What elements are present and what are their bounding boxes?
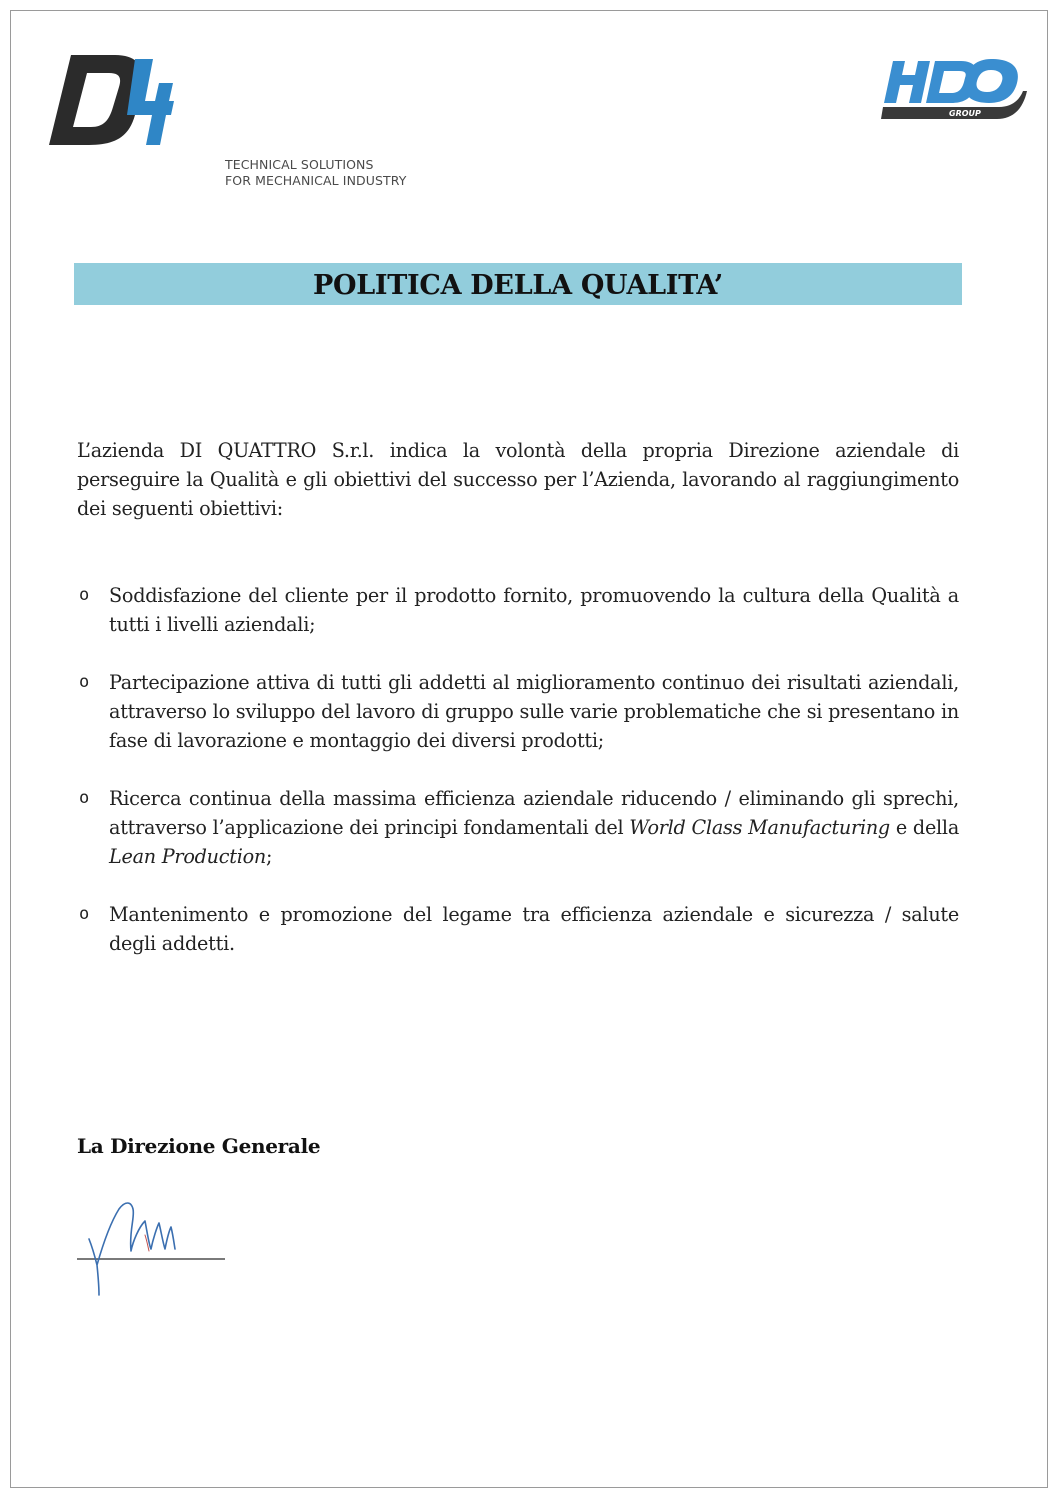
hdq-group-text: GROUP	[949, 109, 981, 118]
objective-text-part: e della	[889, 816, 960, 839]
objective-text-part: ;	[266, 845, 273, 868]
d4-logo	[49, 53, 407, 188]
signature-label: La Direzione Generale	[77, 1134, 321, 1158]
objective-text: Partecipazione attiva di tutti gli addetti al miglioramento continuo dei risultati aziendali, attraverso lo sviluppo del lavoro di gruppo sulle varie problematiche che si presentano in fase di lavorazione e montaggio dei diversi prodotti;	[109, 671, 959, 752]
objective-text-part: Ricerca continua della massima efficienza aziendale riducendo / eliminando gli sprechi, attraverso l’applicazione dei principi fondamentali del	[109, 787, 959, 839]
document-page	[10, 10, 1048, 1488]
objectives-list	[77, 581, 959, 958]
tagline-line-1: TECHNICAL SOLUTIONS	[225, 157, 374, 172]
tagline-line-2: FOR MECHANICAL INDUSTRY	[225, 173, 407, 188]
hdq-logo	[879, 55, 1029, 123]
d4-logo-mark-icon	[49, 53, 174, 148]
bullet-icon: o	[79, 672, 89, 692]
list-item	[77, 668, 959, 755]
objective-emphasis: World Class Manufacturing	[629, 816, 890, 839]
intro-paragraph: L’azienda DI QUATTRO S.r.l. indica la volontà della propria Direzione aziendale di perseguire la Qualità e gli obiettivi del successo per l’Azienda, lavorando al raggiungimento dei seguenti obiettivi:	[77, 439, 959, 520]
bullet-icon: o	[79, 788, 89, 808]
bullet-icon: o	[79, 585, 89, 605]
objective-emphasis: Lean Production	[109, 845, 267, 868]
handwritten-signature	[75, 1191, 235, 1301]
bullet-icon: o	[79, 904, 89, 924]
list-item	[77, 900, 959, 958]
list-item	[77, 784, 959, 871]
objective-text: Mantenimento e promozione del legame tra efficienza aziendale e sicurezza / salute degli addetti.	[109, 903, 959, 955]
hdq-logo-mark-icon	[879, 55, 1029, 123]
page-title: POLITICA DELLA QUALITA’	[313, 270, 723, 301]
objective-text: Soddisfazione del cliente per il prodotto fornito, promuovendo la cultura della Qualità a tutti i livelli aziendali;	[109, 584, 959, 636]
title-banner	[74, 263, 962, 305]
list-item	[77, 581, 959, 639]
d4-tagline	[225, 157, 407, 189]
